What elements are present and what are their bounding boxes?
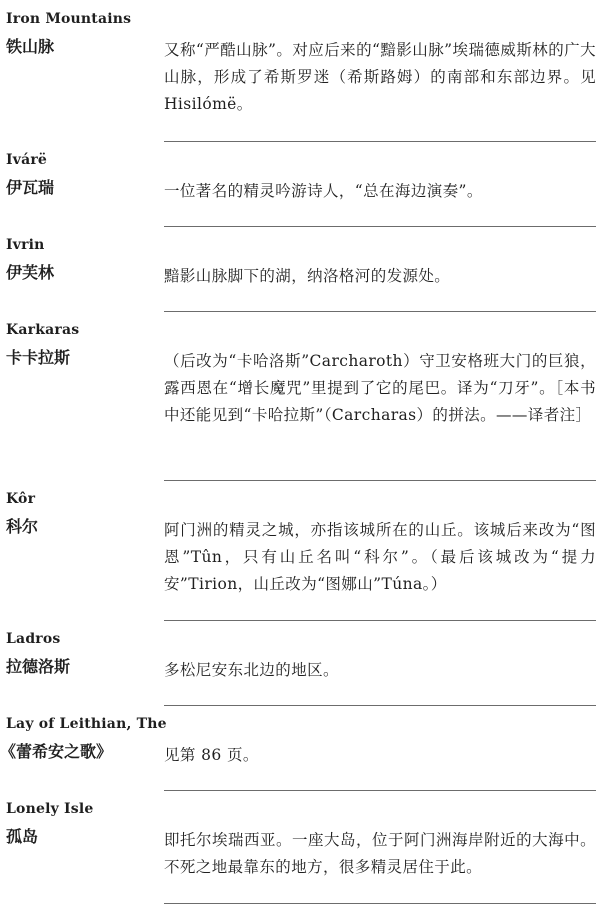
entry-term-english: Ivárë: [6, 152, 48, 168]
entry-definition: 又称“严酷山脉”。对应后来的“黯影山脉”埃瑞德威斯林的广大山脉，形成了希斯罗迷（希斯路姆）的南部和东部边界。见 Hisilómë。: [164, 41, 596, 113]
entry-definition: 即托尔埃瑞西亚。一座大岛，位于阿门洲海岸附近的大海中。不死之地最靠东的地方，很多精灵居住于此。: [164, 831, 596, 876]
entry-definition: 阿门洲的精灵之城，亦指该城所在的山丘。该城后来改为“图恩”Tûn，只有山丘名叫“科尔”。（最后该城改为“提力安”Tirion，山丘改为“图娜山”Túna。）: [164, 521, 596, 593]
entry-divider: [164, 141, 596, 142]
entry-definition: 多松尼安东北边的地区。: [164, 661, 339, 679]
entry-term-english: Ivrin: [6, 237, 45, 253]
entry-divider: [164, 903, 596, 904]
entry-term-chinese: 科尔: [6, 517, 39, 536]
entry-term-english: Iron Mountains: [6, 11, 132, 27]
entry-term-chinese: 伊瓦瑞: [6, 178, 55, 197]
entry-term-english: Kôr: [6, 491, 36, 507]
entry-term-english: Karkaras: [6, 322, 80, 338]
entry-divider: [164, 226, 596, 227]
entry-definition: 黯影山脉脚下的湖，纳洛格河的发源处。: [164, 267, 451, 285]
entry-divider: [164, 705, 596, 706]
entry-definition: （后改为“卡哈洛斯”Carcharoth）守卫安格班大门的巨狼，露西恩在“增长魔咒”里提到了它的尾巴。译为“刀牙”。［本书中还能见到“卡哈拉斯”（Carcharas）的拼法。——译者注］: [164, 352, 596, 424]
entry-term-chinese: 伊芙林: [6, 263, 55, 282]
entry-divider: [164, 620, 596, 621]
entry-divider: [164, 311, 596, 312]
entry-term-chinese: 卡卡拉斯: [6, 348, 71, 367]
entry-term-chinese: 孤岛: [6, 827, 39, 846]
entry-term-chinese: 铁山脉: [6, 37, 55, 56]
entry-term-chinese: 《蕾希安之歌》: [0, 742, 113, 761]
entry-definition: 见第 86 页。: [164, 746, 259, 764]
entry-divider: [164, 790, 596, 791]
entry-divider: [164, 480, 596, 481]
entry-definition: 一位著名的精灵吟游诗人，“总在海边演奏”。: [164, 182, 483, 200]
entry-term-english: Ladros: [6, 631, 61, 647]
entry-term-chinese: 拉德洛斯: [6, 657, 71, 676]
entry-term-english: Lonely Isle: [6, 801, 94, 817]
entry-term-english: Lay of Leithian, The: [6, 716, 167, 732]
